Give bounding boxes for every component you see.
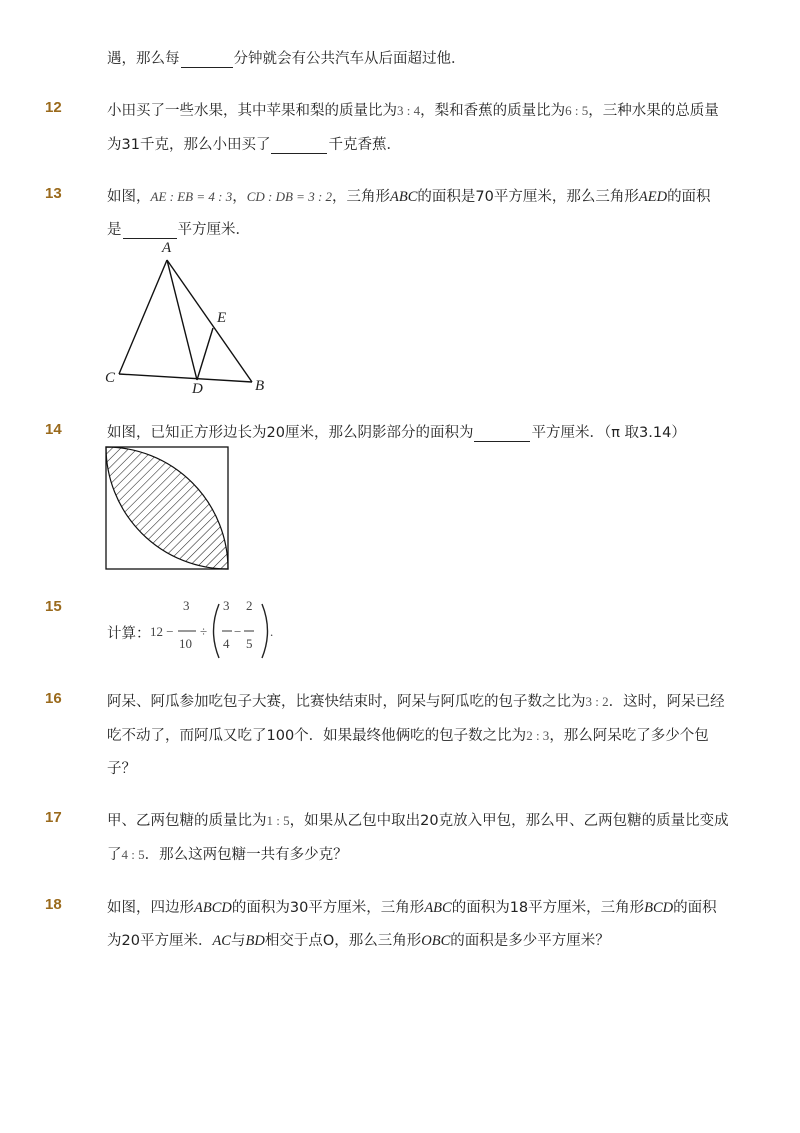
q17-line-2 <box>107 843 348 864</box>
q18-text: 的面积为30平方厘米，三角形 <box>231 900 425 916</box>
q18-text: 相交于点O，那么三角形 <box>264 933 422 949</box>
question-number-17: 17 <box>45 809 62 826</box>
q11-text-post: 分钟就会有公共汽车从后面超过他． <box>233 51 466 67</box>
q13-triangle-abc: ABC <box>390 189 418 205</box>
q15-divide: ÷ <box>200 624 208 639</box>
q13-math-ratio-1: AE : EB = 4 : 3 <box>150 189 233 204</box>
q12-text: 小田买了一些水果，其中苹果和梨的质量比为 <box>107 103 397 119</box>
q18-line-2 <box>107 929 610 950</box>
q15-period: . <box>270 624 274 639</box>
q16-text: 阿呆、阿瓜参加吃包子大赛，比赛快结束时，阿呆与阿瓜吃的包子数之比为 <box>107 694 586 710</box>
point-label-d: D <box>192 381 203 397</box>
q12-text: ，梨和香蕉的质量比为 <box>420 103 566 119</box>
q12-text: ，三种水果的总质量 <box>588 103 719 119</box>
q18-line-1 <box>107 896 717 917</box>
q15-label: 计算： <box>107 626 151 642</box>
q18-text: 的面积是多少平方厘米？ <box>450 933 610 949</box>
q16-ratio-1: 3 : 2 <box>585 694 609 709</box>
question-number-13: 13 <box>45 185 62 202</box>
q16-line-2 <box>107 724 709 745</box>
q18-text: 的面积为18平方厘米，三角形 <box>451 900 645 916</box>
q13-text: 的面积 <box>667 189 711 205</box>
q15-frac1-denominator: 10 <box>179 636 192 651</box>
q15-frac1-numerator: 3 <box>183 598 190 613</box>
question-number-12: 12 <box>45 99 62 116</box>
q11-text-pre: 遇，那么每 <box>107 51 180 67</box>
q16-ratio-2: 2 : 3 <box>526 728 550 743</box>
q16-line-3: 子？ <box>107 761 136 777</box>
point-label-a: A <box>162 240 172 256</box>
q17-text: ．那么这两包糖一共有多少克？ <box>144 847 348 863</box>
q18-triangle-abc: ABC <box>424 900 452 916</box>
point-label-c: C <box>105 370 116 386</box>
q14-text: 如图，已知正方形边长为20厘米，那么阴影部分的面积为 <box>107 425 474 441</box>
q16-text: ，那么阿呆吃了多少个包 <box>549 728 709 744</box>
q17-ratio-2: 4 : 5 <box>121 847 145 862</box>
q15-twelve-minus: 12 − <box>150 624 174 639</box>
q15-frac3-denominator: 5 <box>246 636 253 651</box>
q18-triangle-obc: OBC <box>421 933 451 949</box>
q15-frac2-denominator: 4 <box>223 636 230 651</box>
q12-ratio-2: 6 : 5 <box>565 103 589 118</box>
question-number-16: 16 <box>45 690 62 707</box>
q17-line-1 <box>107 809 729 830</box>
q13-text: 平方厘米． <box>177 222 250 238</box>
point-label-b: B <box>255 378 265 394</box>
question-number-15: 15 <box>45 598 62 615</box>
q18-text: 与 <box>230 933 246 949</box>
q15-frac2-numerator: 3 <box>223 598 230 613</box>
q13-text: 如图， <box>107 189 151 205</box>
q18-triangle-bcd: BCD <box>644 900 674 916</box>
q18-segment-ac: AC <box>212 933 231 949</box>
q17-text: 甲、乙两包糖的质量比为 <box>107 813 267 829</box>
q17-text: ，如果从乙包中取出20克放入甲包，那么甲、乙两包糖的质量比变成 <box>289 813 729 829</box>
q13-text: 是 <box>107 222 122 238</box>
q13-text: 的面积是70平方厘米，那么三角形 <box>417 189 639 205</box>
q15-frac3-numerator: 2 <box>246 598 253 613</box>
q18-text: 的面积 <box>673 900 717 916</box>
q13-triangle-aed: AED <box>638 189 668 205</box>
q13-text: ，三角形 <box>332 189 391 205</box>
q18-text: 为20平方厘米． <box>107 933 213 949</box>
q16-line-1 <box>107 690 725 711</box>
question-number-18: 18 <box>45 896 62 913</box>
q15-minus: − <box>234 624 242 639</box>
q12-ratio-1: 3 : 4 <box>397 103 421 118</box>
q18-quad-abcd: ABCD <box>194 900 232 916</box>
q17-text: 了 <box>107 847 122 863</box>
q12-text: 千克香蕉． <box>328 137 401 153</box>
q14-text: 平方厘米．（π 取3.14） <box>531 425 686 441</box>
q18-text: 如图，四边形 <box>107 900 194 916</box>
q16-text: ．这时，阿呆已经 <box>608 694 725 710</box>
point-label-e: E <box>217 310 227 326</box>
q12-text: 为31千克，那么小田买了 <box>107 137 271 153</box>
question-number-14: 14 <box>45 421 62 438</box>
q16-text: 吃不动了，而阿瓜又吃了100个．如果最终他俩吃的包子数之比为 <box>107 728 527 744</box>
q13-math-ratio-2: CD : DB = 3 : 2 <box>246 189 333 204</box>
q18-segment-bd: BD <box>245 933 265 949</box>
q13-text: ， <box>232 189 247 205</box>
q17-ratio-1: 1 : 5 <box>266 813 290 828</box>
